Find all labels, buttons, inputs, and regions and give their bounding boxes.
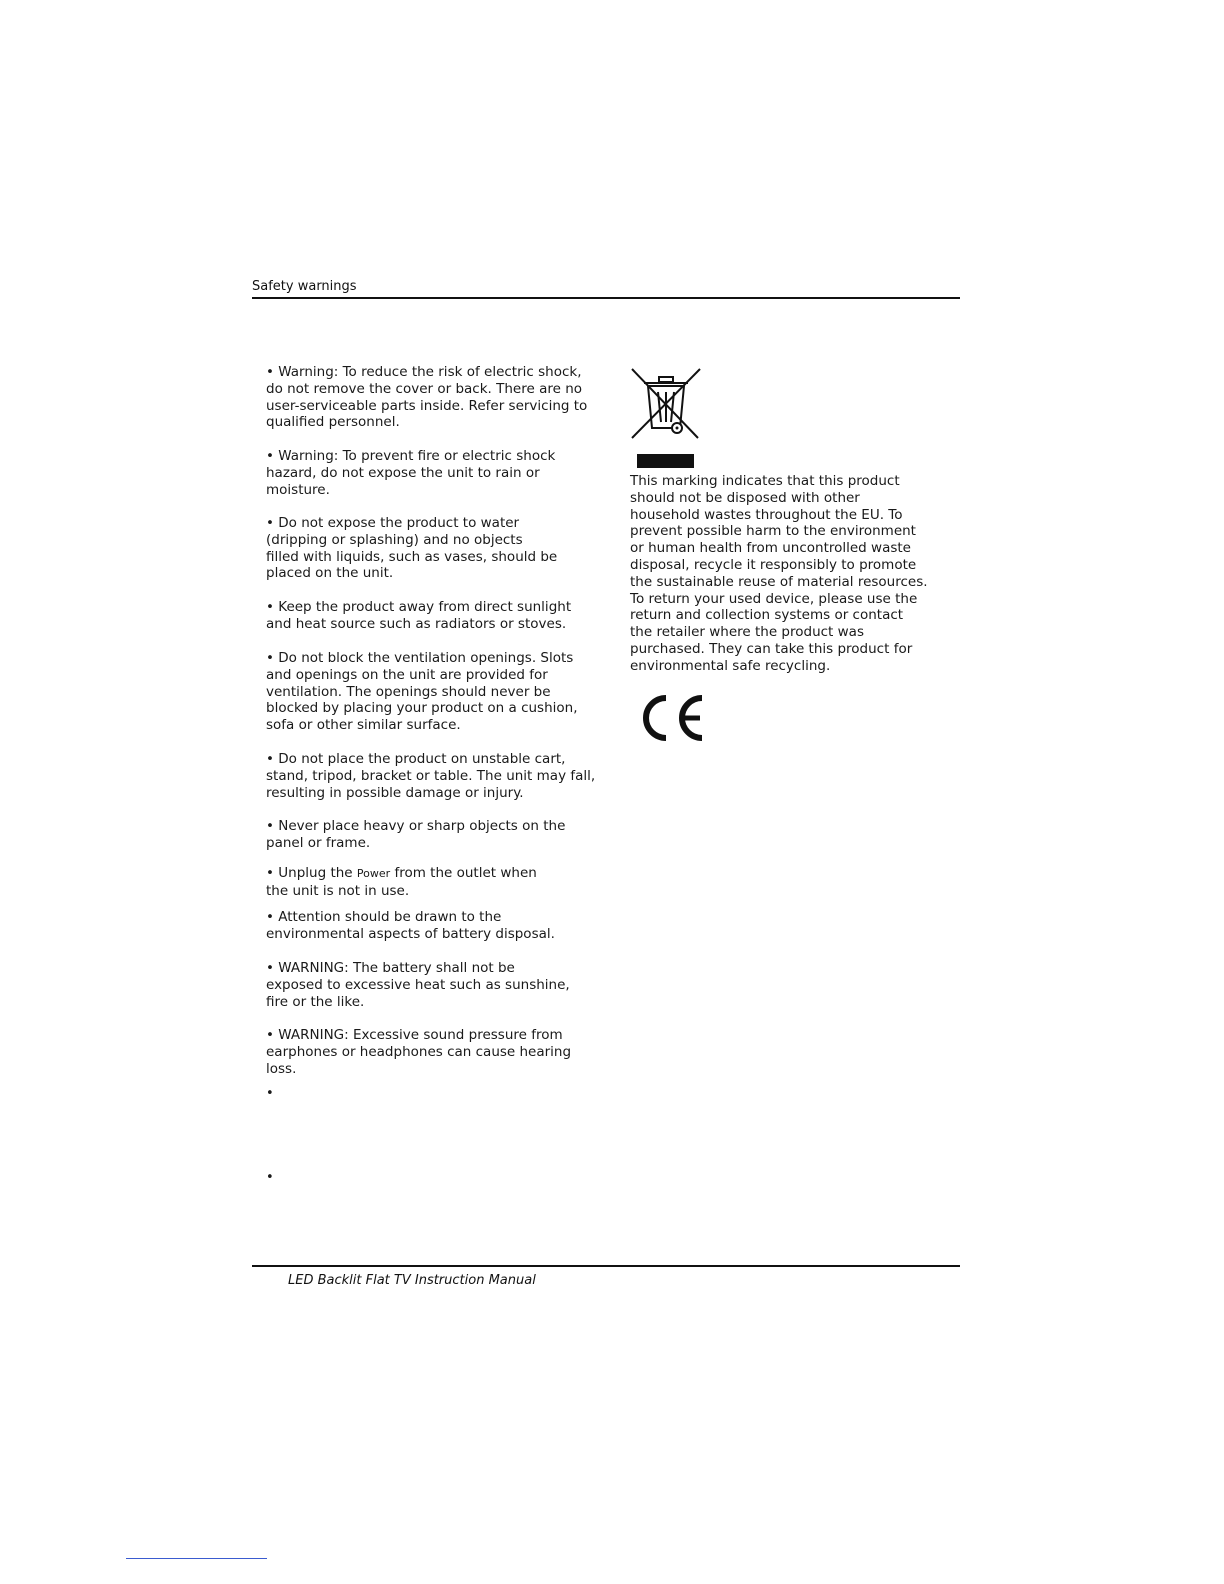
ce-mark-icon [638,692,704,744]
header-section-title: Safety warnings [252,279,357,294]
warning-item: • Do not expose the product to water (dripping or splashing) and no objects filled with liquids, such as vases, should be placed on the unit. [266,515,558,582]
footer-rule [252,1265,960,1267]
bottom-link-underline [126,1558,267,1559]
warning-item: • WARNING: The battery shall not be exposed to excessive heat such as sunshine, fire or the like. [266,960,570,1010]
power-word: Power [356,867,391,880]
weee-bar [637,454,694,468]
warning-item: • Do not block the ventilation openings. Slots and openings on the unit are provided for ventilation. The openings should never be blocked by placing your product on a cushion, sofa or other similar surface. [266,650,578,734]
weee-text: This marking indicates that this product should not be disposed with other household wastes throughout the EU. To prevent possible harm to the environment or human health from uncontrolled waste disposal, recycle it responsibly to promote the sustainable reuse of material resources. To return your used device, please use the return and collection systems or contact the retailer where the product was purchased. They can take this product for environmental safe recycling. [630,473,928,674]
warning-item: • Warning: To prevent fire or electric shock hazard, do not expose the unit to rain or moisture. [266,448,556,498]
warning-item: • WARNING: Excessive sound pressure from earphones or headphones can cause hearing loss. [266,1027,572,1077]
warning-item: • Warning: To reduce the risk of electric shock, do not remove the cover or back. There are no user-serviceable parts inside. Refer servicing to qualified personnel. [266,364,588,431]
warning-item: • Never place heavy or sharp objects on the panel or frame. [266,818,566,851]
empty-bullet: • [266,1086,274,1101]
header-rule [252,297,960,299]
empty-bullet: • [266,1170,274,1185]
crossed-out-wheelie-bin-icon [630,366,702,442]
warning-item: • Keep the product away from direct sunlight and heat source such as radiators or stoves. [266,599,572,632]
warning-item: • Attention should be drawn to the environmental aspects of battery disposal. [266,909,555,942]
footer-manual-title: LED Backlit Flat TV Instruction Manual [288,1273,536,1288]
warning-item: • Do not place the product on unstable cart, stand, tripod, bracket or table. The unit may fall, resulting in possible damage or injury. [266,751,596,801]
warning-item: • Unplug the Power from the outlet when the unit is not in use. [266,865,537,899]
